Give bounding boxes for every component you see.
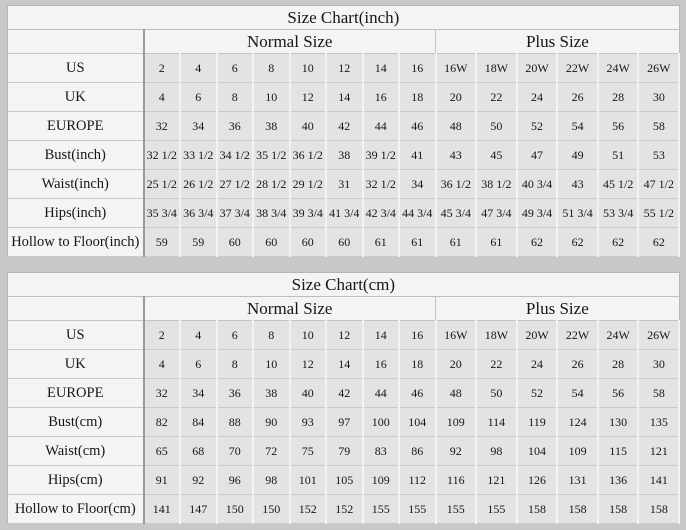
value-cell: 60 <box>326 228 363 257</box>
value-cell: 141 <box>638 466 679 495</box>
value-cell: 100 <box>363 408 400 437</box>
row-label: Waist(cm) <box>8 437 144 466</box>
value-cell: 158 <box>557 495 598 524</box>
value-cell: 136 <box>598 466 639 495</box>
value-cell: 152 <box>290 495 327 524</box>
value-cell: 86 <box>399 437 436 466</box>
value-cell: 10 <box>253 83 290 112</box>
value-cell: 105 <box>326 466 363 495</box>
value-cell: 24W <box>598 321 639 350</box>
table-title-row <box>8 6 680 30</box>
value-cell: 72 <box>253 437 290 466</box>
value-cell: 124 <box>557 408 598 437</box>
value-cell: 16 <box>363 83 400 112</box>
value-cell: 104 <box>399 408 436 437</box>
value-cell: 60 <box>253 228 290 257</box>
value-cell: 14 <box>326 83 363 112</box>
value-cell: 150 <box>253 495 290 524</box>
corner-cell <box>8 297 144 321</box>
value-cell: 44 <box>363 379 400 408</box>
value-cell: 58 <box>638 112 679 141</box>
value-cell: 22W <box>557 321 598 350</box>
value-cell: 109 <box>557 437 598 466</box>
value-cell: 43 <box>436 141 477 170</box>
value-cell: 61 <box>436 228 477 257</box>
value-cell: 16 <box>399 321 436 350</box>
value-cell: 22W <box>557 54 598 83</box>
row-label: US <box>8 321 144 350</box>
value-cell: 155 <box>363 495 400 524</box>
value-cell: 38 3/4 <box>253 199 290 228</box>
value-cell: 114 <box>476 408 517 437</box>
value-cell: 49 <box>557 141 598 170</box>
value-cell: 54 <box>557 379 598 408</box>
value-cell: 109 <box>436 408 477 437</box>
value-cell: 115 <box>598 437 639 466</box>
value-cell: 88 <box>217 408 254 437</box>
value-cell: 34 <box>180 379 217 408</box>
value-cell: 6 <box>217 54 254 83</box>
table-row <box>8 321 680 350</box>
table-row <box>8 408 680 437</box>
value-cell: 16 <box>399 54 436 83</box>
value-cell: 56 <box>598 112 639 141</box>
value-cell: 51 <box>598 141 639 170</box>
value-cell: 61 <box>476 228 517 257</box>
value-cell: 36 <box>217 112 254 141</box>
value-cell: 4 <box>180 54 217 83</box>
value-cell: 32 1/2 <box>363 170 400 199</box>
row-label: US <box>8 54 144 83</box>
value-cell: 84 <box>180 408 217 437</box>
value-cell: 38 <box>253 379 290 408</box>
value-cell: 14 <box>326 350 363 379</box>
value-cell: 82 <box>144 408 181 437</box>
value-cell: 16W <box>436 54 477 83</box>
value-cell: 56 <box>598 379 639 408</box>
normal-size-header: Normal Size <box>144 30 436 54</box>
value-cell: 98 <box>476 437 517 466</box>
row-label: Hips(inch) <box>8 199 144 228</box>
value-cell: 141 <box>144 495 181 524</box>
table-row <box>8 170 680 199</box>
value-cell: 39 3/4 <box>290 199 327 228</box>
value-cell: 45 3/4 <box>436 199 477 228</box>
value-cell: 46 <box>399 379 436 408</box>
table-row <box>8 54 680 83</box>
value-cell: 34 1/2 <box>217 141 254 170</box>
value-cell: 20W <box>517 321 558 350</box>
value-cell: 112 <box>399 466 436 495</box>
value-cell: 158 <box>517 495 558 524</box>
table-title: Size Chart(cm) <box>8 273 680 297</box>
value-cell: 35 1/2 <box>253 141 290 170</box>
value-cell: 121 <box>638 437 679 466</box>
value-cell: 18W <box>476 321 517 350</box>
value-cell: 60 <box>290 228 327 257</box>
row-label: Bust(inch) <box>8 141 144 170</box>
table-row <box>8 199 680 228</box>
value-cell: 47 1/2 <box>638 170 679 199</box>
row-label: Hips(cm) <box>8 466 144 495</box>
value-cell: 62 <box>598 228 639 257</box>
value-cell: 35 3/4 <box>144 199 181 228</box>
row-label: Hollow to Floor(inch) <box>8 228 144 257</box>
value-cell: 32 <box>144 112 181 141</box>
value-cell: 93 <box>290 408 327 437</box>
value-cell: 29 1/2 <box>290 170 327 199</box>
value-cell: 44 3/4 <box>399 199 436 228</box>
value-cell: 36 <box>217 379 254 408</box>
value-cell: 10 <box>290 54 327 83</box>
value-cell: 39 1/2 <box>363 141 400 170</box>
value-cell: 12 <box>326 54 363 83</box>
value-cell: 32 1/2 <box>144 141 181 170</box>
corner-cell <box>8 30 144 54</box>
value-cell: 48 <box>436 112 477 141</box>
value-cell: 131 <box>557 466 598 495</box>
value-cell: 32 <box>144 379 181 408</box>
value-cell: 4 <box>180 321 217 350</box>
table-title: Size Chart(inch) <box>8 6 680 30</box>
value-cell: 68 <box>180 437 217 466</box>
value-cell: 34 <box>399 170 436 199</box>
value-cell: 12 <box>290 83 327 112</box>
value-cell: 55 1/2 <box>638 199 679 228</box>
table-row <box>8 228 680 257</box>
value-cell: 97 <box>326 408 363 437</box>
value-cell: 30 <box>638 350 679 379</box>
table-row <box>8 141 680 170</box>
table-row <box>8 495 680 524</box>
value-cell: 104 <box>517 437 558 466</box>
value-cell: 98 <box>253 466 290 495</box>
value-cell: 158 <box>598 495 639 524</box>
value-cell: 135 <box>638 408 679 437</box>
table-row <box>8 350 680 379</box>
value-cell: 92 <box>180 466 217 495</box>
value-cell: 92 <box>436 437 477 466</box>
value-cell: 12 <box>326 321 363 350</box>
value-cell: 27 1/2 <box>217 170 254 199</box>
table-row <box>8 437 680 466</box>
value-cell: 60 <box>217 228 254 257</box>
value-cell: 10 <box>290 321 327 350</box>
value-cell: 40 <box>290 112 327 141</box>
value-cell: 14 <box>363 321 400 350</box>
row-label: EUROPE <box>8 112 144 141</box>
value-cell: 70 <box>217 437 254 466</box>
value-cell: 62 <box>517 228 558 257</box>
value-cell: 59 <box>144 228 181 257</box>
value-cell: 24 <box>517 350 558 379</box>
row-label: EUROPE <box>8 379 144 408</box>
value-cell: 59 <box>180 228 217 257</box>
value-cell: 26 1/2 <box>180 170 217 199</box>
value-cell: 43 <box>557 170 598 199</box>
value-cell: 26 <box>557 83 598 112</box>
value-cell: 8 <box>217 350 254 379</box>
value-cell: 8 <box>253 54 290 83</box>
value-cell: 6 <box>180 83 217 112</box>
value-cell: 121 <box>476 466 517 495</box>
value-cell: 79 <box>326 437 363 466</box>
value-cell: 14 <box>363 54 400 83</box>
value-cell: 10 <box>253 350 290 379</box>
value-cell: 4 <box>144 83 181 112</box>
value-cell: 101 <box>290 466 327 495</box>
value-cell: 47 3/4 <box>476 199 517 228</box>
value-cell: 46 <box>399 112 436 141</box>
value-cell: 61 <box>363 228 400 257</box>
value-cell: 20W <box>517 54 558 83</box>
value-cell: 24 <box>517 83 558 112</box>
value-cell: 130 <box>598 408 639 437</box>
value-cell: 26W <box>638 321 679 350</box>
value-cell: 33 1/2 <box>180 141 217 170</box>
value-cell: 16W <box>436 321 477 350</box>
value-cell: 155 <box>436 495 477 524</box>
value-cell: 75 <box>290 437 327 466</box>
value-cell: 155 <box>399 495 436 524</box>
value-cell: 116 <box>436 466 477 495</box>
value-cell: 42 3/4 <box>363 199 400 228</box>
value-cell: 50 <box>476 112 517 141</box>
value-cell: 45 <box>476 141 517 170</box>
value-cell: 65 <box>144 437 181 466</box>
value-cell: 36 3/4 <box>180 199 217 228</box>
value-cell: 62 <box>638 228 679 257</box>
value-cell: 41 <box>399 141 436 170</box>
value-cell: 2 <box>144 321 181 350</box>
size-chart-cm-table <box>7 272 680 524</box>
value-cell: 18 <box>399 83 436 112</box>
value-cell: 91 <box>144 466 181 495</box>
value-cell: 52 <box>517 379 558 408</box>
value-cell: 31 <box>326 170 363 199</box>
table-row <box>8 83 680 112</box>
value-cell: 126 <box>517 466 558 495</box>
value-cell: 45 1/2 <box>598 170 639 199</box>
value-cell: 52 <box>517 112 558 141</box>
table-row <box>8 112 680 141</box>
row-label: Waist(inch) <box>8 170 144 199</box>
value-cell: 28 1/2 <box>253 170 290 199</box>
value-cell: 96 <box>217 466 254 495</box>
value-cell: 36 1/2 <box>436 170 477 199</box>
table-row <box>8 466 680 495</box>
value-cell: 4 <box>144 350 181 379</box>
value-cell: 41 3/4 <box>326 199 363 228</box>
value-cell: 6 <box>180 350 217 379</box>
normal-size-header: Normal Size <box>144 297 436 321</box>
value-cell: 49 3/4 <box>517 199 558 228</box>
value-cell: 28 <box>598 350 639 379</box>
value-cell: 8 <box>253 321 290 350</box>
value-cell: 54 <box>557 112 598 141</box>
value-cell: 147 <box>180 495 217 524</box>
value-cell: 16 <box>363 350 400 379</box>
value-cell: 53 <box>638 141 679 170</box>
value-cell: 34 <box>180 112 217 141</box>
value-cell: 22 <box>476 83 517 112</box>
value-cell: 50 <box>476 379 517 408</box>
value-cell: 90 <box>253 408 290 437</box>
value-cell: 152 <box>326 495 363 524</box>
value-cell: 12 <box>290 350 327 379</box>
value-cell: 38 <box>253 112 290 141</box>
plus-size-header: Plus Size <box>436 297 680 321</box>
value-cell: 30 <box>638 83 679 112</box>
value-cell: 150 <box>217 495 254 524</box>
value-cell: 51 3/4 <box>557 199 598 228</box>
value-cell: 40 3/4 <box>517 170 558 199</box>
value-cell: 38 <box>326 141 363 170</box>
value-cell: 18 <box>399 350 436 379</box>
value-cell: 58 <box>638 379 679 408</box>
value-cell: 25 1/2 <box>144 170 181 199</box>
value-cell: 26W <box>638 54 679 83</box>
value-cell: 36 1/2 <box>290 141 327 170</box>
value-cell: 22 <box>476 350 517 379</box>
value-cell: 20 <box>436 350 477 379</box>
value-cell: 28 <box>598 83 639 112</box>
value-cell: 38 1/2 <box>476 170 517 199</box>
column-group-row <box>8 297 680 321</box>
value-cell: 53 3/4 <box>598 199 639 228</box>
value-cell: 83 <box>363 437 400 466</box>
value-cell: 20 <box>436 83 477 112</box>
value-cell: 155 <box>476 495 517 524</box>
value-cell: 8 <box>217 83 254 112</box>
value-cell: 62 <box>557 228 598 257</box>
value-cell: 48 <box>436 379 477 408</box>
table-title-row <box>8 273 680 297</box>
value-cell: 61 <box>399 228 436 257</box>
value-cell: 24W <box>598 54 639 83</box>
table-row <box>8 379 680 408</box>
value-cell: 26 <box>557 350 598 379</box>
value-cell: 109 <box>363 466 400 495</box>
row-label: UK <box>8 83 144 112</box>
plus-size-header: Plus Size <box>436 30 680 54</box>
row-label: Hollow to Floor(cm) <box>8 495 144 524</box>
value-cell: 44 <box>363 112 400 141</box>
value-cell: 40 <box>290 379 327 408</box>
size-chart-inch-table <box>7 5 680 257</box>
value-cell: 6 <box>217 321 254 350</box>
column-group-row <box>8 30 680 54</box>
value-cell: 42 <box>326 112 363 141</box>
value-cell: 18W <box>476 54 517 83</box>
value-cell: 158 <box>638 495 679 524</box>
row-label: UK <box>8 350 144 379</box>
value-cell: 42 <box>326 379 363 408</box>
value-cell: 119 <box>517 408 558 437</box>
value-cell: 37 3/4 <box>217 199 254 228</box>
value-cell: 47 <box>517 141 558 170</box>
value-cell: 2 <box>144 54 181 83</box>
row-label: Bust(cm) <box>8 408 144 437</box>
